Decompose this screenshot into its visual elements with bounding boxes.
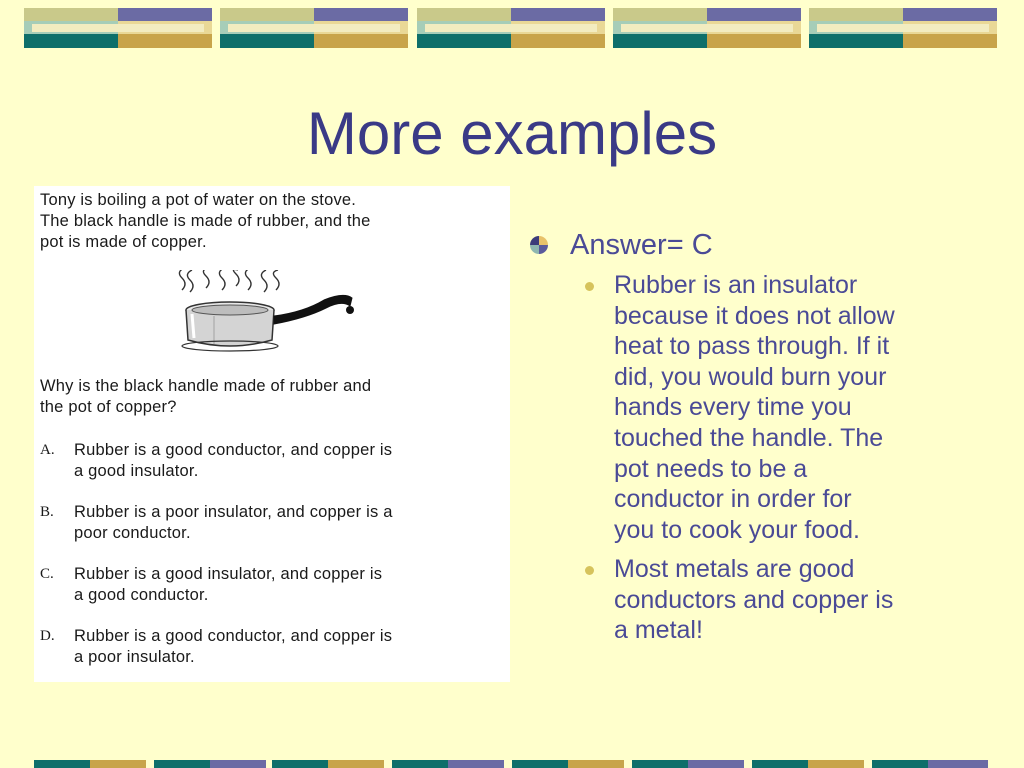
bullet-dot-icon: [585, 282, 594, 291]
boiling-pot-icon: [174, 270, 364, 352]
quiz-question-line: Why is the black handle made of rubber and: [40, 377, 372, 395]
option-letter: D.: [40, 628, 55, 644]
top-decorative-banner: [0, 0, 1024, 60]
answer-heading: Answer= C: [570, 229, 713, 261]
banner-tile: [613, 8, 801, 48]
banner-tile: [24, 8, 212, 48]
quiz-question-line: the pot of copper?: [40, 398, 177, 416]
answer-point-line: hands every time you: [614, 393, 852, 422]
answer-point-line: Most metals are good: [614, 555, 855, 583]
answer-point-line: heat to pass through. If it: [614, 332, 890, 361]
option-line: a good insulator.: [74, 462, 199, 480]
option-line: a good conductor.: [74, 586, 209, 604]
answer-point: [614, 270, 954, 545]
answer-point-line: touched the handle. The: [614, 423, 884, 452]
banner-tile: [417, 8, 605, 48]
answer-point-line: did, you would burn your: [614, 362, 887, 391]
quadrant-bullet-icon: [530, 236, 548, 254]
quiz-intro-line: The black handle is made of rubber, and the: [40, 212, 371, 230]
quiz-intro-line: Tony is boiling a pot of water on the stove.: [40, 191, 357, 209]
answer-point: [614, 554, 954, 646]
option-line: poor conductor.: [74, 524, 191, 542]
quiz-image-panel: [34, 186, 510, 682]
answer-point-line: Rubber is an insulator: [614, 271, 858, 299]
bullet-dot-icon: [585, 566, 594, 575]
option-letter: A.: [40, 442, 55, 458]
answer-point-line: conductor in order for: [614, 485, 852, 514]
option-letter: B.: [40, 504, 54, 520]
banner-tile: [220, 8, 408, 48]
quiz-intro-line: pot is made of copper.: [40, 233, 207, 251]
option-line: Rubber is a good insulator, and copper is: [74, 565, 383, 583]
option-line: Rubber is a good conductor, and copper is: [74, 441, 393, 459]
option-letter: C.: [40, 566, 54, 582]
option-line: a poor insulator.: [74, 648, 195, 666]
answer-point-line: you to cook your food.: [614, 515, 860, 544]
answer-point-line: because it does not allow: [614, 301, 895, 330]
answer-point-line: conductors and copper is: [614, 585, 894, 614]
banner-tile: [809, 8, 997, 48]
option-line: Rubber is a good conductor, and copper is: [74, 627, 393, 645]
slide-title: More examples: [306, 100, 718, 167]
answer-point-line: pot needs to be a: [614, 454, 808, 483]
answer-point-line: a metal!: [614, 616, 703, 645]
bottom-decorative-banner: [0, 760, 1024, 768]
option-line: Rubber is a poor insulator, and copper is a: [74, 503, 393, 521]
